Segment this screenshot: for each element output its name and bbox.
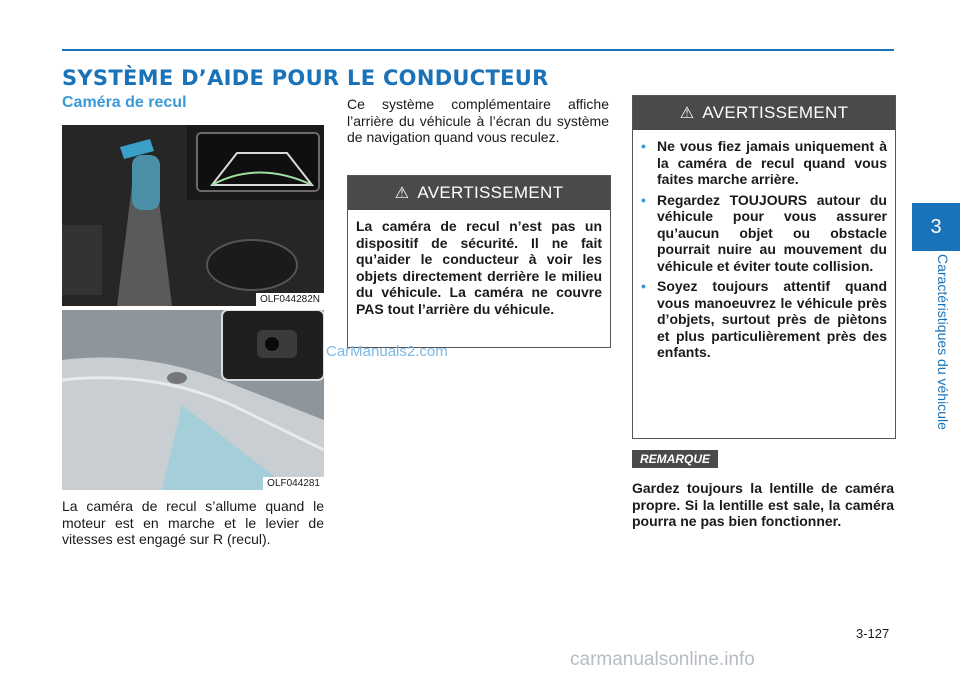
warning-text: La caméra de recul n’est pas un dispositif de sécurité. Il ne fait qu’aider le conducteur à voir les objets directement derrière le milieu du véhicule. La caméra ne couvre PAS tout l’arrière du véhicule. <box>356 218 602 317</box>
page-number: 3-127 <box>856 626 890 641</box>
warning-list <box>641 138 887 361</box>
watermark-footer[interactable]: carmanualsonline.info <box>570 649 755 670</box>
warning-box-right <box>632 95 896 439</box>
warning-header <box>633 96 895 130</box>
list-item: • Ne vous fiez jamais uniquement à la caméra de recul quand vous faites marche arrière. <box>641 138 887 187</box>
gear-lever-image <box>62 125 324 306</box>
gear-lever-illustration <box>62 125 324 306</box>
rear-camera-image <box>62 310 324 490</box>
list-item: • Regardez TOUJOURS autour du véhicule pour vous assurer qu’aucun objet ou obstacle pourrait nuire au mouvement du véhicule et éviter toute collision. <box>641 191 887 274</box>
warning-title: AVERTISSEMENT <box>702 103 849 122</box>
remarque-badge: REMARQUE <box>632 450 718 468</box>
watermark-link[interactable]: CarManuals2.com <box>326 343 448 360</box>
chapter-tab[interactable]: 3 <box>912 203 960 251</box>
warning-header <box>348 176 610 210</box>
section-title: SYSTÈME D’AIDE POUR LE CONDUCTEUR <box>62 66 549 90</box>
chapter-label: Caractéristiques du véhicule <box>935 254 951 430</box>
list-item: • Soyez toujours attentif quand vous manoeuvrez le véhicule près d’objets, surtout près de piètons et plus particulièrement près des enfants. <box>641 278 887 360</box>
warning-body <box>633 130 895 373</box>
bullet-dot-icon: • <box>641 278 646 294</box>
rear-camera-illustration <box>62 310 324 490</box>
warning-box-middle <box>347 175 611 348</box>
remarque-text: Gardez toujours la lentille de caméra propre. Si la lentille est sale, la caméra pourra ne pas bien fonctionner. <box>632 480 894 529</box>
bullet-dot-icon: • <box>641 138 646 154</box>
subtitle: Caméra de recul <box>62 94 187 111</box>
warning-triangle-icon: ⚠ <box>394 185 410 202</box>
image-code-2: OLF044281 <box>263 477 324 490</box>
warning-triangle-icon: ⚠ <box>679 105 695 122</box>
middle-paragraph: Ce système complémentaire affiche l’arrière du véhicule à l’écran du système de navigation quand vous reculez. <box>347 96 609 145</box>
left-paragraph: La caméra de recul s’allume quand le moteur est en marche et le levier de vitesses est engagé sur R (recul). <box>62 498 324 547</box>
warning-title: AVERTISSEMENT <box>417 183 564 202</box>
image-code-1: OLF044282N <box>256 293 324 306</box>
top-rule <box>62 49 894 51</box>
bullet-dot-icon: • <box>641 191 646 208</box>
